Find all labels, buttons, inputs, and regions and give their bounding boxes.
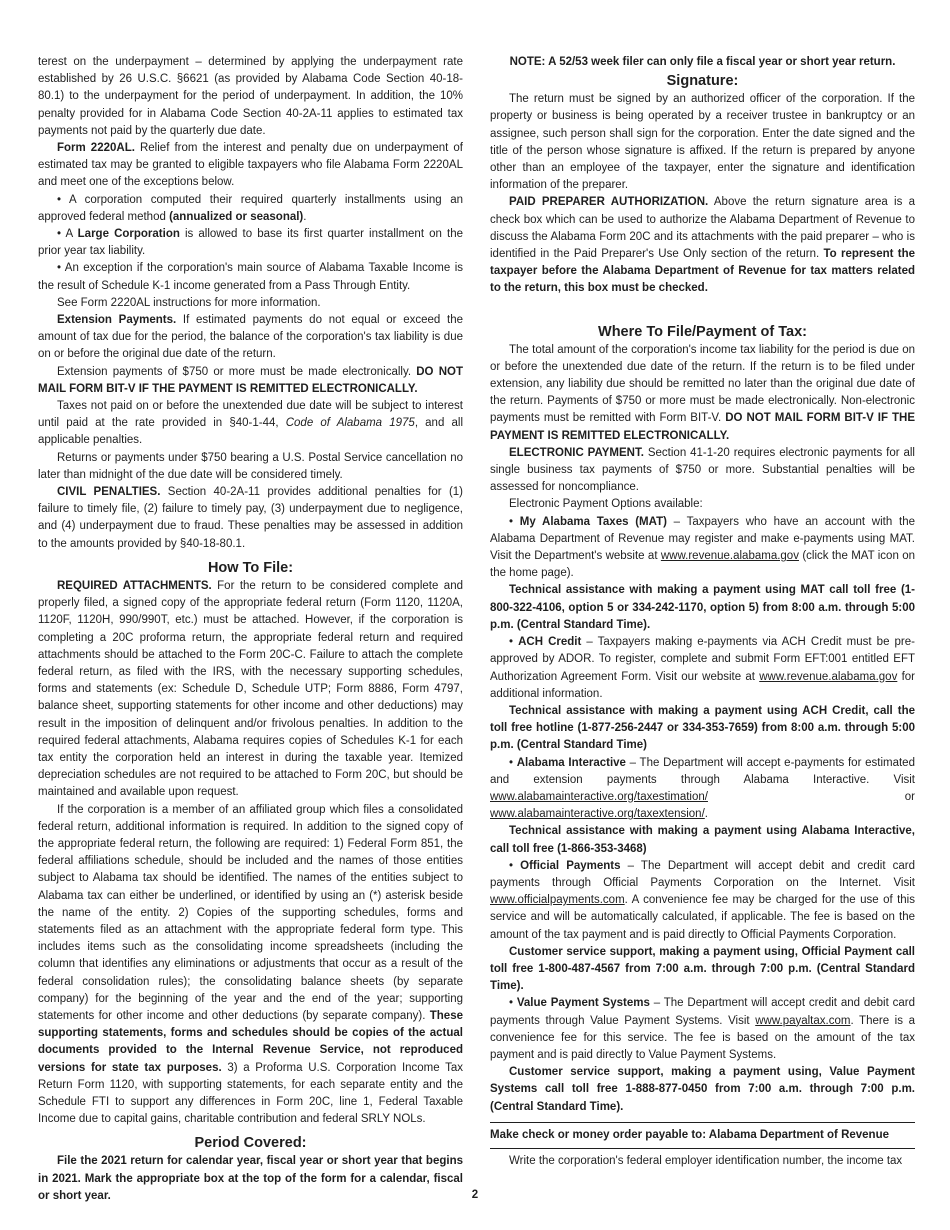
paragraph-extension-payments — [38, 312, 463, 364]
right-column — [490, 54, 915, 1170]
heading-signature: Signature: — [666, 73, 739, 90]
extension-electronic-text: Extension payments of $750 or more must be made electronically. — [57, 365, 417, 378]
paragraph-see-2220al: See Form 2220AL instructions for more information. — [57, 296, 321, 309]
link-tax-estimation[interactable]: www.alabamainteractive.org/taxestimation/ — [490, 790, 708, 803]
ach-label: ACH Credit — [518, 636, 582, 649]
heading-period-covered: Period Covered: — [194, 1135, 307, 1152]
ai-bullet: • — [509, 756, 517, 769]
paragraph-paid-preparer — [490, 194, 915, 297]
bullet-large-corp-text: is allowed to base its first quarter installment on the prior year tax liability. — [38, 228, 464, 258]
form-2220al-text: Relief from the interest and penalty due on underpayment of estimated tax may be granted to eligible taxpayers who file Alabama Form 2220AL and meet one of the exceptions below. — [38, 142, 463, 189]
ai-text: – The Department will accept e-payments for estimated and extension payments through Alabama Interactive. Visit — [490, 756, 915, 786]
paid-preparer-text: Above the return signature area is a check box which can be used to authorize the Alabama Department of Revenue to discuss the Alabama Form 20C and its attachments with the paid preparer – who is identified in the Paid Preparer's Use Only section of the return. — [490, 196, 915, 261]
official-customer-support: Customer service support, making a payment using, Official Payment call toll free 1-800-487-4567 from 7:00 a.m. through 7:00 p.m. (Central Standard Time). — [490, 945, 915, 993]
paragraph-affiliated-group — [38, 802, 463, 1129]
paragraph-period-covered: File the 2021 return for calendar year, fiscal year or short year that begins in 2021. Mark the appropriate box at the top of the form for a calendar, fiscal or short year. — [38, 1155, 463, 1202]
where-to-file-text: The total amount of the corporation's income tax liability for the period is due on or before the unextended due date of the return. If the return is to be filed under extension, any liability due should be remitted no later than the original due date of the return. Payments of $750 or more must be made electronically. Non-electronic payments must be remitted with Form BIT-V. — [490, 343, 915, 425]
paragraph-returns-under-750: Returns or payments under $750 bearing a U.S. Postal Service cancellation no later than midnight of the due date will be considered timely. — [38, 451, 463, 481]
paragraph-form-2220al — [38, 140, 463, 192]
vps-customer-support: Customer service support, making a payment using, Value Payment Systems call toll free 1-888-877-0450 from 7:00 a.m. through 7:00 p.m. (Central Standard Time). — [490, 1066, 915, 1113]
code-of-alabama-italic: Code of Alabama 1975 — [285, 417, 415, 430]
vps-tail: . There is a convenience fee for this service. The fee is based on the amount of the tax payment and is paid directly to Value Payment Systems. — [490, 1014, 915, 1061]
form-2220al-label: Form 2220AL. — [57, 142, 135, 155]
bullet-annualized-text: • A corporation computed their required quarterly installments using an approved federal method — [38, 193, 463, 223]
vps-text: – The Department will accept credit and debit card payments through Value Payment Systems. Visit — [490, 997, 915, 1027]
heading-where-to-file: Where To File/Payment of Tax: — [598, 323, 807, 340]
mat-technical-assistance: Technical assistance with making a payment using MAT call toll free (1-800-322-4106, option 5 or 334-242-1170, option 5) from 8:00 a.m. through 5:00 p.m. (Central Standard Time). — [490, 584, 915, 631]
affiliated-group-proforma: 3) a Proforma U.S. Corporation Income Tax Return Form 1120, with supporting statements, for each separate entity and the Schedule FTI to support any differences in Form 20C, line 1, Federal Taxable Income due to capital gains, charitable contribution and federal SRLY NOLs. — [38, 1061, 463, 1126]
paragraph-extension-electronic — [38, 364, 463, 398]
affiliated-group-bold: These supporting statements, forms and schedules should be copies of the actual documents provided to the Internal Revenue Service, not reproduced versions for state tax purposes. — [38, 1009, 463, 1074]
official-label: Official Payments — [520, 859, 621, 872]
ai-technical-assistance: Technical assistance with making a payment using Alabama Interactive, call toll free (1-866-353-3468) — [490, 825, 915, 855]
bullet-k1-exception: • An exception if the corporation's main source of Alabama Taxable Income is the result of Schedule K-1 income generated from a Pass Through Entity. — [38, 262, 463, 292]
paragraph-where-to-file — [490, 342, 915, 445]
bullet-annualized-bold: (annualized or seasonal) — [169, 210, 304, 223]
link-revenue-alabama-mat[interactable]: www.revenue.alabama.gov — [660, 550, 799, 563]
link-revenue-alabama-ach[interactable]: www.revenue.alabama.gov — [759, 670, 898, 683]
extension-payments-text: If estimated payments do not equal or exceed the amount of tax due for the period, the balance of the corporation's tax liability is due on or before the original due date of the return. — [38, 314, 463, 361]
bullet-large-corp-bold: Large Corporation — [77, 228, 180, 241]
paragraph-signature: The return must be signed by an authorized officer of the corporation. If the property or business is being operated by a receiver trustee in bankruptcy or an assignee, such person shall sign for the corporation. Enter the date signed and the title of the person whose signature is affixed. If the return is prepared by anyone other than an employee of the taxpayer, enter the signature and identification information of the preparer. — [490, 93, 915, 192]
civil-penalties-label: CIVIL PENALTIES. — [57, 486, 161, 499]
ach-tail: for additional information. — [490, 670, 915, 700]
link-tax-extension[interactable]: www.alabamainteractive.org/taxextension/ — [490, 808, 705, 821]
paragraph-civil-penalties — [38, 484, 463, 553]
where-to-file-bold: DO NOT MAIL FORM BIT-V IF THE PAYMENT IS REMITTED ELECTRONICALLY. — [490, 412, 916, 442]
left-column — [38, 54, 463, 1205]
extension-payments-label: Extension Payments. — [57, 314, 177, 327]
official-tail: . A convenience fee may be charged for the use of this service and will be automatically calculated, if applicable. The fee is based on the amount of the tax payment and is paid directly to Official Payments Corporation. — [490, 894, 915, 941]
heading-how-to-file: How To File: — [207, 559, 294, 576]
official-bullet: • — [509, 859, 521, 872]
mat-tail: (click the MAT icon on the home page). — [490, 550, 915, 580]
vps-label: Value Payment Systems — [516, 997, 650, 1010]
paragraph-electronic-payment — [490, 445, 915, 497]
vps-bullet: • — [509, 997, 517, 1010]
civil-penalties-text: Section 40-2A-11 provides additional penalties for (1) failure to timely file, (2) failure to timely pay, (3) underpayment due to negligence, and (4) underpayment due to fraud. These penalties may be assessed in addition to the amounts provided by §40-18-80.1. — [38, 486, 464, 550]
paragraph-required-attachments — [38, 578, 463, 802]
paragraph-taxes-not-paid — [38, 398, 463, 450]
taxes-not-paid-text: Taxes not paid on or before the unextended due date will be subject to interest until paid at the rate provided in §40-1-44, — [38, 400, 463, 430]
electronic-payment-label: ELECTRONIC PAYMENT. — [509, 446, 644, 459]
electronic-payment-text: Section 41-1-20 requires electronic payments for all single business tax payments of $750 or more. Substantial penalties will be assessed for noncompliance. — [490, 446, 915, 494]
ach-text: – Taxpayers making e-payments via ACH Credit must be pre-approved by ADOR. To register, complete and submit Form EFT:001 entitled EFT Authorization Agreement Form. Visit our website at — [490, 636, 915, 683]
taxes-not-paid-end: , and all applicable penalties. — [38, 417, 463, 447]
mat-text: – Taxpayers who have an account with the Alabama Department of Revenue may register and make e-payments using MAT. Visit the Department's website at — [490, 515, 915, 563]
mat-label: My Alabama Taxes (MAT) — [519, 515, 667, 528]
ai-label: Alabama Interactive — [516, 756, 626, 769]
ai-or: or — [707, 790, 915, 803]
required-attachments-label: REQUIRED ATTACHMENTS. — [57, 579, 212, 592]
paragraph-interest: terest on the underpayment – determined by applying the underpayment rate established by 26 U.S.C. §6621 (as provided by Alabama Code Section 40-18-80.1) to the underpayment for the period of underpayment. In addition, the 10% penalty provided for in Alabama Code Section 40-2A-11 applies to estimated tax payments not paid by the quarterly due date. — [38, 56, 463, 137]
option-official-payments — [490, 858, 915, 944]
link-payaltax[interactable]: www.payaltax.com — [755, 1014, 851, 1027]
paragraph-write-fein: Write the corporation's federal employer identification number, the income tax — [509, 1154, 903, 1167]
bullet-large-corporation — [38, 226, 463, 260]
paid-preparer-label: PAID PREPARER AUTHORIZATION. — [509, 196, 709, 209]
ach-bullet: • — [509, 636, 519, 649]
note-52-53-week: NOTE: A 52/53 week filer can only file a fiscal year or short year return. — [509, 56, 896, 68]
extension-electronic-bold: DO NOT MAIL FORM BIT-V IF THE PAYMENT IS REMITTED ELECTRONICALLY. — [38, 365, 463, 395]
bullet-annualized — [38, 192, 463, 226]
page-number: 2 — [471, 1189, 479, 1201]
ach-technical-assistance: Technical assistance with making a payment using ACH Credit, call the toll free hotline (1-877-256-2447 or 334-353-7659) from 8:00 a.m. through 5:00 p.m. (Central Standard Time) — [490, 704, 915, 752]
paid-preparer-bold: To represent the taxpayer before the Alabama Department of Revenue for tax matters related to the return, this box must be checked. — [490, 248, 916, 295]
option-my-alabama-taxes — [490, 514, 915, 583]
option-alabama-interactive — [490, 755, 915, 824]
bullet-annualized-end: . — [303, 210, 307, 223]
ai-tail: . — [704, 808, 708, 821]
link-official-payments[interactable]: www.officialpayments.com — [490, 894, 625, 907]
paragraph-payment-options: Electronic Payment Options available: — [509, 498, 703, 511]
official-text: – The Department will accept debit and credit card payments through Official Payments Corporation on the Internet. Visit — [490, 859, 915, 889]
mat-bullet: • — [509, 515, 520, 528]
bullet-large-corp-start: • A — [57, 228, 78, 241]
required-attachments-text: For the return to be considered complete and properly filed, a signed copy of the appropriate federal return (Form 1120, 1120A, 1120F, 1120H, 990/990T, etc.) must be attached. However, if the corporation is completing a 20C proforma return, the appropriate federal return and required attachments should be attached to the Form 20C-C. Failure to attach the complete federal return, as filed with the IRS, with the necessary supporting schedules, forms and statements (ex: Schedule D, Schedule UTP; Form 8886, Form 4797, balance sheet, supporting statements for other income and other deductions) may result in the imposition of delinquent and/or frivolous penalties. In addition to the required federal attachments, Alabama requires copies of Schedules K-1 for each tax entity the corporation held an interest in during the taxable year. Itemized depreciation schedules are not required to be attached to Form 20C, but should be maintained and available upon request. — [38, 579, 463, 799]
affiliated-group-text: If the corporation is a member of an affiliated group which files a consolidated federal return, additional information is required. In addition to the signed copy of the appropriate federal return, the following are required: 1) Federal Form 851, the federal affiliations schedule, should be included and the names of those entities subject to Alabama tax should be identified. The names of the entities subject to Alabama tax can either be underlined, or identified by using an (*) asterisk beside the name of the entity. 2) Copies of the supporting schedules, forms and statements filed as an attachment with the appropriate federal form type. This includes items such as the consolidating income spreadsheets (including the column that identifies any eliminations or adjustments that occur as a result of the federal consolidation rules); the consolidating balance sheets (by separate company) for the beginning of the year and the end of the year; supporting statements for other income and other deductions (by separate company). — [38, 803, 463, 1022]
make-check-payable: Make check or money order payable to: Alabama Department of Revenue — [490, 1128, 890, 1141]
option-ach-credit — [490, 634, 915, 703]
option-value-payment-systems — [490, 995, 915, 1064]
